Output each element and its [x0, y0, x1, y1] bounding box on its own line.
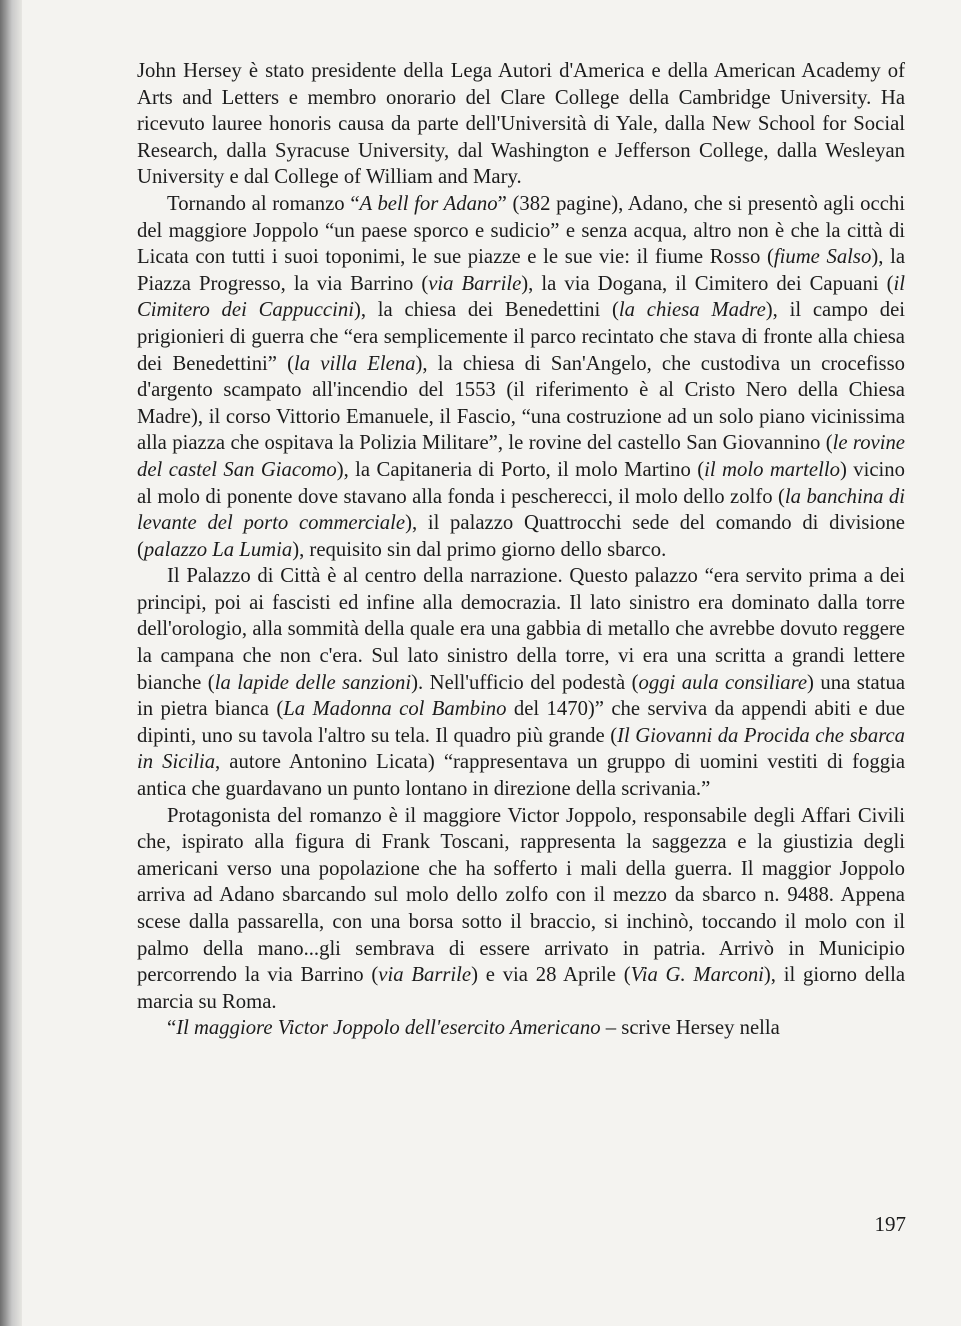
text-run: ), requisito sin dal primo giorno dello sbarco.	[292, 538, 667, 561]
text-run: ) e via 28 Aprile (	[471, 964, 631, 987]
italic-text: il Cimitero dei Cappuccini	[137, 272, 905, 322]
text-run: Il Palazzo di Città è al centro della narrazione. Questo palazzo “era servito prima a dei principi, poi ai fascisti ed infine alla democrazia. Il lato sinistro era dominato dalla torre dell'orologio, alla sommità della quale era una gabbia di metallo che avrebbe dovuto reggere la campana che non c'era. Sul lato sinistro della torre, vi era una scritta a grandi lettere bianche (	[137, 565, 905, 694]
paragraph	[137, 191, 905, 563]
paragraph	[137, 1015, 905, 1042]
text-run: , autore Antonino Licata) “rappresentava un gruppo di uomini vestiti di foggia antica che guardavano un punto lontano in direzione della scrivania.”	[137, 751, 906, 801]
text-run: ), il campo dei prigionieri di guerra che “era semplicemente il parco recintato che stava di fronte alla chiesa dei Benedettini” (	[137, 299, 905, 375]
text-run: ), la Capitaneria di Porto, il molo Martino (	[336, 458, 705, 481]
text-run: ). Nell'ufficio del podestà (	[411, 671, 639, 694]
text-run: ), il giorno della marcia su Roma.	[137, 964, 905, 1013]
italic-text: Il maggiore Victor Joppolo dell'esercito Americano	[176, 1017, 601, 1040]
italic-text: Via G. Marconi	[630, 964, 764, 987]
italic-text: il molo martello	[704, 458, 840, 481]
italic-text: la banchina di levante del porto commerciale	[137, 485, 905, 535]
text-run: ), la chiesa di San'Angelo, che custodiva un crocefisso d'argento scampato all'incendio del 1553 (il riferimento è al Cristo Nero della Chiesa Madre), il corso Vittorio Emanuele, il Fascio, “una costruzione ad un solo piano vicinissima alla piazza che ospitava la Polizia Militare”, le rovine del castello San Giovannino (	[137, 352, 905, 455]
text-run: “	[167, 1017, 177, 1040]
text-run: ” (382 pagine), Adano, che si presentò agli occhi del maggiore Joppolo “un paese sporco e sudicio” e senza acqua, altro non è che la città di Licata con tutti i suoi toponimi, le sue piazze e le sue vie: il fiume Rosso (	[137, 192, 905, 269]
italic-text: la villa Elena	[294, 352, 416, 375]
italic-text: via Barrile	[378, 964, 472, 987]
book-binding-shadow	[0, 0, 22, 1326]
paragraph	[137, 58, 905, 191]
italic-text: via Barrile	[428, 272, 522, 295]
paragraph	[137, 803, 905, 1016]
text-run: John Hersey è stato presidente della Lega Autori d'America e della American Academy of Arts and Letters e membro onorario del Clare College della Cambridge University. Ha ricevuto lauree honoris causa da parte dell'Università di Yale, dalla New School for Social Research, dalla Syracuse University, dal Washington e Jefferson College, dalla Wesleyan University e dal College of William and Mary.	[137, 60, 905, 189]
text-run: – scrive Hersey nella	[600, 1017, 780, 1040]
italic-text: la lapide delle sanzioni	[214, 671, 412, 694]
page-number: 197	[874, 1212, 906, 1236]
text-run: del 1470)” che serviva da appendi abiti e due dipinti, uno su tavola l'altro su tela. Il quadro più grande (	[137, 698, 905, 747]
paragraph	[137, 563, 905, 802]
text-run: ), la via Dogana, il Cimitero dei Capuani (	[521, 272, 894, 295]
italic-text: Il Giovanni da Procida che sbarca in Sicilia	[137, 724, 906, 774]
text-run: Tornando al romanzo “	[167, 192, 360, 215]
text-run: ) vicino al molo di ponente dove stavano alla fonda i pescherecci, il molo dello zolfo (	[137, 458, 905, 508]
italic-text: La Madonna col Bambino	[283, 698, 507, 721]
text-run: ), la chiesa dei Benedettini (	[353, 299, 619, 322]
page-body	[137, 58, 905, 1042]
text-run: ), la Piazza Progresso, la via Barrino (	[137, 246, 905, 295]
italic-text: palazzo La Lumia	[143, 538, 293, 561]
italic-text: la chiesa Madre	[618, 299, 766, 322]
text-run: ), il palazzo Quattrocchi sede del comando di divisione (	[137, 512, 905, 561]
italic-text: fiume Salso	[773, 246, 872, 269]
text-run: Protagonista del romanzo è il maggiore Victor Joppolo, responsabile degli Affari Civili che, ispirato alla figura di Frank Toscani, rappresenta la saggezza e la giustizia degli americani verso una popolazione che ha sofferto i mali della guerra. Il maggior Joppolo arriva ad Adano sbarcando sul molo dello zolfo con il mezzo da sbarco n. 9488. Appena scese dalla passarella, con una borsa sotto il braccio, si inchinò, toccando il molo con il palmo della mano...gli sembrava di essere arrivato in patria. Arrivò in Municipio percorrendo la via Barrino (	[137, 804, 905, 987]
text-run: ) una statua in pietra bianca (	[137, 671, 905, 721]
italic-text: le rovine del castel San Giacomo	[137, 432, 905, 481]
italic-text: oggi aula consiliare	[638, 671, 808, 694]
italic-text: A bell for Adano	[359, 192, 498, 215]
